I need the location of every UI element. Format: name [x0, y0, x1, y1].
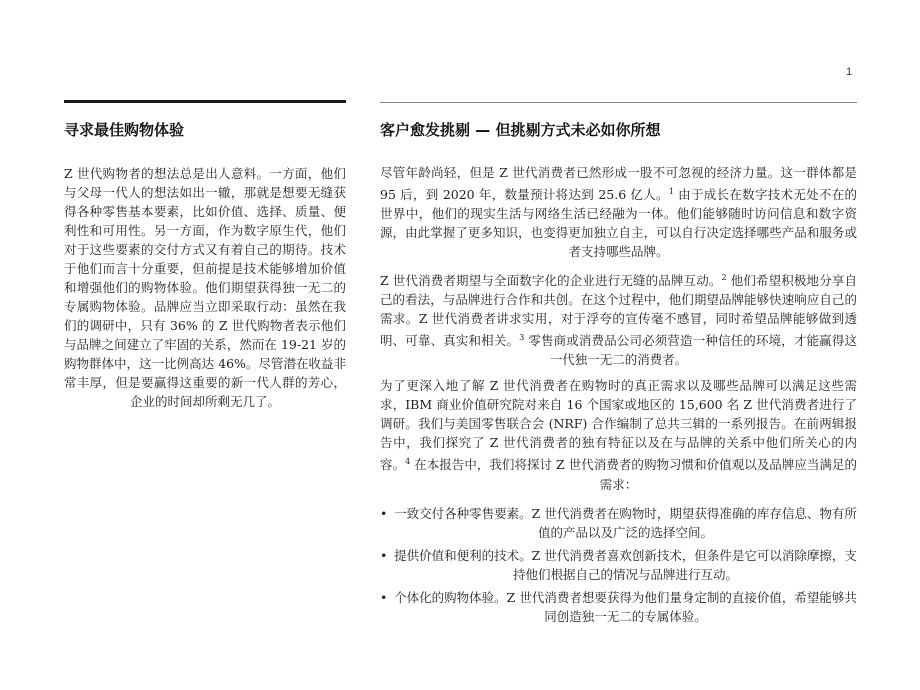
- footnote-ref-1: 1: [668, 187, 674, 196]
- footnote-ref-2: 2: [721, 273, 727, 283]
- footnote-ref-4: 4: [405, 457, 411, 467]
- bullet-item-retail-basics: [380, 504, 857, 542]
- right-heading: 客户愈发挑剔 — 但挑剔方式未必如你所想: [380, 121, 661, 139]
- footnote-ref-3: 3: [519, 333, 525, 343]
- right-paragraph-3-text-b: 在本报告中，我们将探讨 Z 世代消费者的购物习惯和价值观以及品牌应当满足的需求：: [410, 457, 857, 492]
- right-heading-rule: [380, 102, 857, 103]
- page-number: 1: [846, 66, 853, 78]
- bullet-text: 一致交付各种零售要素。Z 世代消费者在购物时，期望获得准确的库存信息、物有所值的产品以及广泛的选择空间。: [394, 505, 857, 540]
- right-paragraph-1-text-a: 尽管年龄尚轻，但是 Z 世代消费者已然形成一股不可忽视的经济力量。这一群体都是 95 后，到 2020 年，数量预计将达到 25.6 亿人。: [380, 165, 857, 203]
- left-paragraph: Z 世代购物者的想法总是出人意料。一方面，他们与父母一代人的想法如出一辙，那就是想要无缝获得各种零售基本要素，比如价值、选择、质量、便利性和可用性。另一方面，作为数字原生代，他们对于这些要素的交付方式又有着自己的期待。技术于他们而言十分重要，但前提是技术能够增加价值和增强他们的购物体验。他们期望获得独一无二的专属购物体验。品牌应当立即采取行动：虽然在我们的调研中，只有 36% 的 Z 世代购物者表示他们与品牌之间建立了牢固的关系，然而在 19-21 岁的购物群体中，这一比例高达 46%。尽管潜在收益非常丰厚，但是要赢得这重要的新一代人群的芳心，企业的时间却所剩无几了。: [64, 166, 346, 409]
- bullet-text: 提供价值和便利的技术。Z 世代消费者喜欢创新技术，但条件是它可以消除摩擦，支持他们根据自己的情况与品牌进行互动。: [394, 547, 857, 582]
- right-paragraph-3-text-a: 为了更深入地了解 Z 世代消费者在购物时的真正需求以及哪些品牌可以满足这些需求，IBM 商业价值研究院对来自 16 个国家或地区的 15,600 名 Z 世代消费者进行了调研。我们与美国零售联合会 (NRF) 合作编制了总共三辑的一系列报告。在前两辑报告中，我们探究了 Z 世代消费者的独有特征以及在与品牌的关系中他们所关心的内容。: [380, 378, 857, 473]
- left-heading: 寻求最佳购物体验: [64, 121, 185, 139]
- bullet-item-personalization: [380, 588, 857, 626]
- right-column: [380, 100, 857, 630]
- bullet-dot-icon: •: [380, 547, 388, 563]
- right-paragraph-2: [380, 268, 857, 369]
- bullet-text: 个体化的购物体验。Z 世代消费者想要获得为他们量身定制的直接价值，希望能够共同创造独一无二的专属体验。: [394, 589, 857, 624]
- left-heading-rule: [64, 100, 346, 103]
- right-paragraph-1: [380, 163, 857, 261]
- bullet-item-technology: [380, 546, 857, 584]
- right-paragraph-3: [380, 376, 857, 493]
- left-column: [64, 100, 346, 411]
- bullet-dot-icon: •: [380, 589, 388, 605]
- needs-bullet-list: [380, 504, 857, 626]
- bullet-dot-icon: •: [380, 505, 388, 521]
- right-paragraph-2-text-c: 零售商或消费品公司必须营造一种信任的环境，才能赢得这一代独一无二的消费者。: [524, 333, 857, 368]
- right-paragraph-1-text-b: 由于成长在数字技术无处不在的世界中，他们的现实生活与网络生活已经融为一体。他们能够随时访问信息和数字资源，由此掌握了更多知识，也变得更加独立自主，可以自行决定选择哪些产品和服务或者支持哪些品牌。: [380, 187, 857, 260]
- right-paragraph-2-text-a: Z 世代消费者期望与全面数字化的企业进行无缝的品牌互动。: [380, 273, 722, 289]
- right-paragraph-2-text-b: 他们希望积极地分享自己的看法，与品牌进行合作和共创。在这个过程中，他们期望品牌能够快速响应自己的需求。Z 世代消费者讲求实用，对于浮夸的宣传毫不感冒，同时希望品牌能够做到透明、可靠、真实和相关。: [380, 273, 857, 349]
